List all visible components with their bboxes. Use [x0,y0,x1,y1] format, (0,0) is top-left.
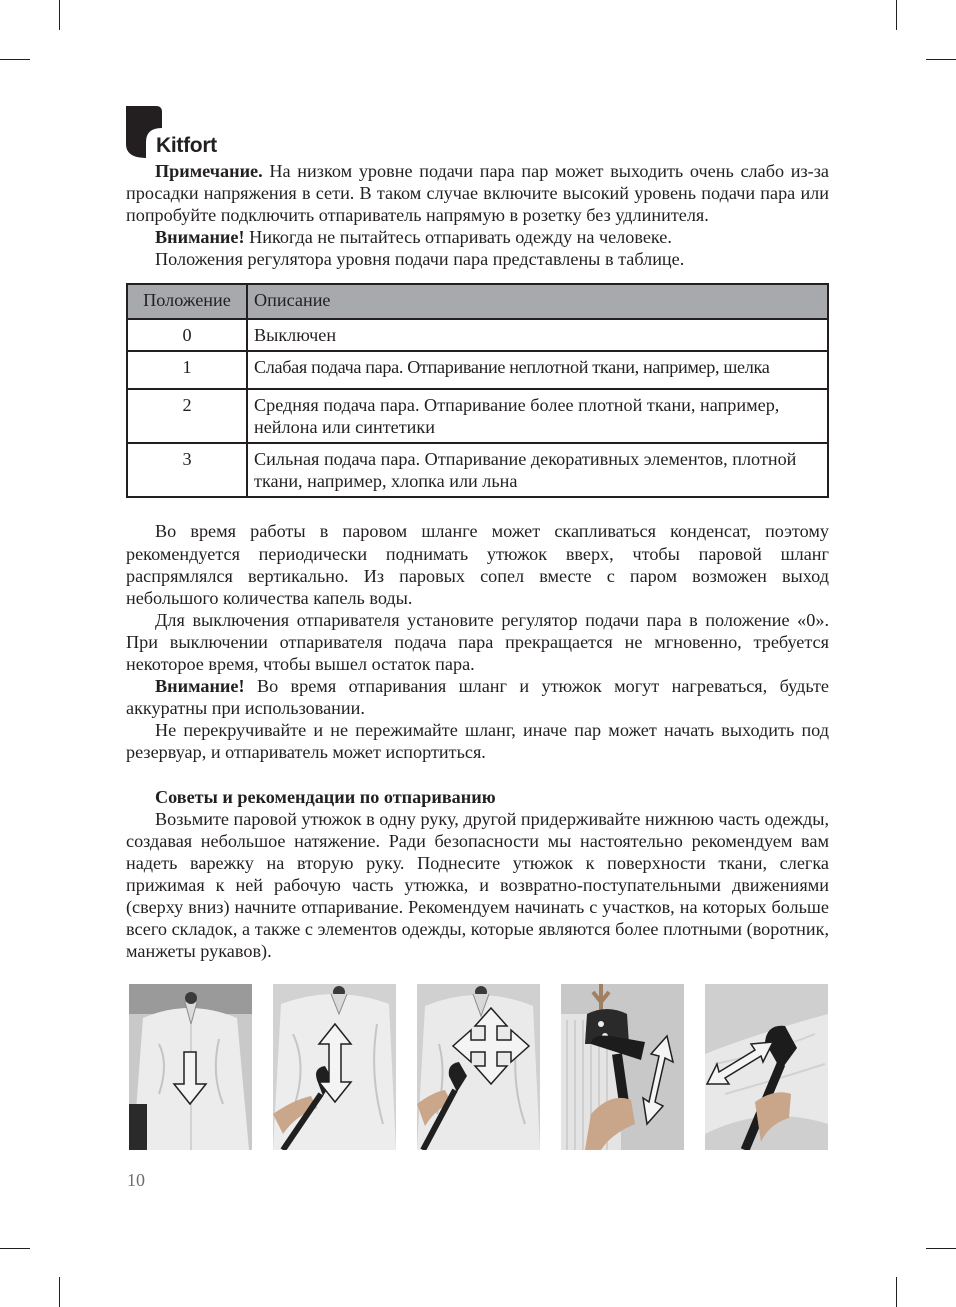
page-number: 10 [127,1170,145,1190]
note-paragraph: Примечание. На низком уровне подачи пара пар может выходить очень слабо из-за просадки напряжения в сети. В таком случае включите высокий уровень подачи пара или попробуйте подключить отпариватель напрямую в розетку без удлинителя. [126,161,829,226]
crop-mark [59,1277,60,1307]
crop-mark [59,0,60,30]
table-row [127,443,828,497]
table-header-row [127,284,828,319]
steaming-photo [273,984,396,1150]
turn-off-paragraph: Для выключения отпаривателя установите регулятор подачи пара в положение «0». При выключении отпаривателя подача пара прекращается не мгновенно, требуется некоторое время, чтобы вышел остаток пара. [126,609,829,675]
steaming-photo [417,984,540,1150]
page-content [126,160,829,962]
crop-mark [896,1277,897,1307]
section-paragraph: Возьмите паровой утюжок в одну руку, другой придерживайте нижнюю часть одежды, создавая небольшое натяжение. Ради безопасности мы настоятельно рекомендуем вам надеть варежку на вторую руку. Поднесите утюжок к поверхности ткани, слегка прижимая к ней рабочую часть утюжка, и возвратно-поступательными движениями (сверху вниз) начните отпаривание. Рекомендуем начинать с участков, на которых больше всего складок, а также с элементов одежды, которые являются более плотными (воротник, манжеты рукавов). [126,808,829,962]
table-row [127,351,828,389]
crop-mark [0,1248,30,1249]
crop-mark [926,1248,956,1249]
table-intro-paragraph: Положения регулятора уровня подачи пара представлены в таблице. [155,249,685,270]
table-row [127,319,828,351]
steam-level-table [126,283,829,498]
column-header-position: Положение [127,284,247,319]
column-header-description: Описание [247,284,828,319]
table-cell-description: Выключен [247,319,828,351]
heat-warning-paragraph: Внимание! Во время отпаривания шланг и утюжок могут нагреваться, будьте аккуратны при использовании. [126,676,829,719]
table-cell-position: 1 [127,351,247,389]
steaming-photos [129,984,829,1150]
condensate-paragraph: Во время работы в паровом шланге может скапливаться конденсат, поэтому рекомендуется периодически поднимать утюжок вверх, чтобы паровой шланг распрямлялся вертикально. Из паровых сопел вместе с паром возможен выход небольшого количества капель воды. [126,521,829,608]
brand-name: Kitfort [156,134,217,157]
table-cell-description: Слабая подача пара. Отпаривание неплотной ткани, например, шелка [247,351,828,389]
table-row [127,389,828,443]
steaming-photo [561,984,684,1150]
table-cell-position: 3 [127,443,247,497]
crop-mark [896,0,897,30]
warning-paragraph: Внимание! Никогда не пытайтесь отпаривать одежду на человеке. [155,227,672,248]
steaming-photo [705,984,828,1150]
hose-paragraph: Не перекручивайте и не пережимайте шланг, иначе пар может начать выходить под резервуар, и отпариватель может испортиться. [126,720,829,763]
table-cell-position: 0 [127,319,247,351]
brand-logo [126,106,236,158]
table-cell-position: 2 [127,389,247,443]
crop-mark [0,59,30,60]
steaming-photo [129,984,252,1150]
table-cell-description: Сильная подача пара. Отпаривание декоративных элементов, плотной ткани, например, хлопка или льна [247,443,828,497]
crop-mark [926,59,956,60]
section-heading: Советы и рекомендации по отпариванию [155,786,496,807]
table-cell-description: Средняя подача пара. Отпаривание более плотной ткани, например, нейлона или синтетики [247,389,828,443]
